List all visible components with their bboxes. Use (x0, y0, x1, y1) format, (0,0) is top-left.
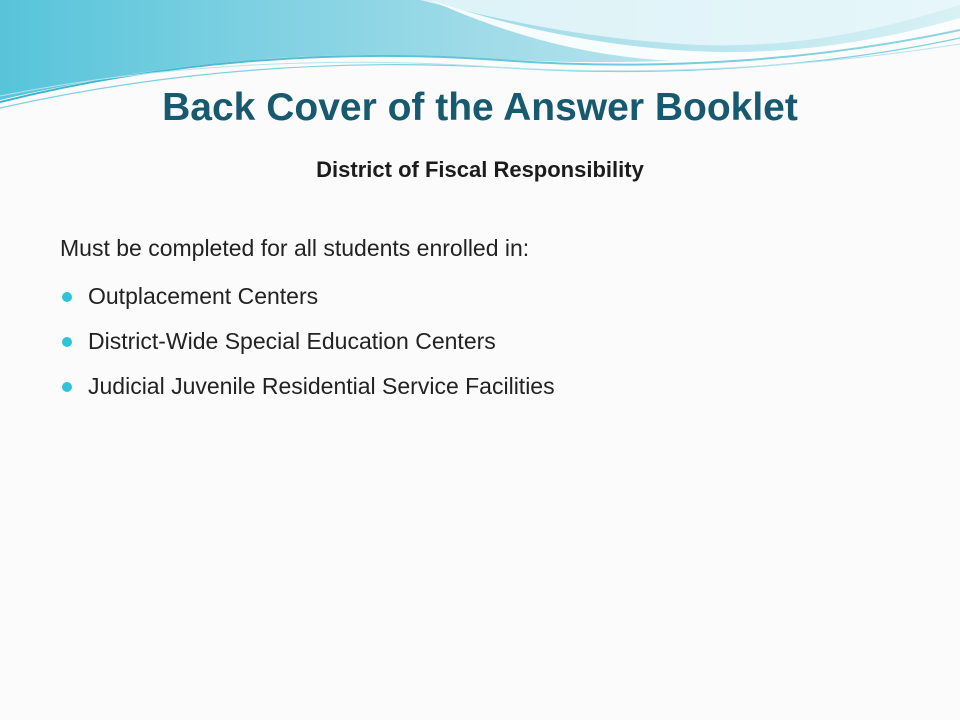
intro-text: Must be completed for all students enrolled in: (60, 235, 530, 261)
slide-body (60, 228, 920, 409)
bullet-item (60, 364, 920, 409)
bullet-text: Outplacement Centers (88, 283, 319, 309)
bullet-list (60, 274, 920, 409)
bullet-dot-icon (62, 292, 72, 302)
slide-title: Back Cover of the Answer Booklet (162, 86, 798, 129)
bullet-dot-icon (62, 382, 72, 392)
bullet-text: District-Wide Special Education Centers (88, 328, 496, 354)
bullet-dot-icon (62, 337, 72, 347)
bullet-item (60, 319, 920, 364)
bullet-item (60, 274, 920, 319)
slide-subtitle: District of Fiscal Responsibility (316, 157, 644, 182)
bullet-text: Judicial Juvenile Residential Service Facilities (88, 373, 555, 399)
